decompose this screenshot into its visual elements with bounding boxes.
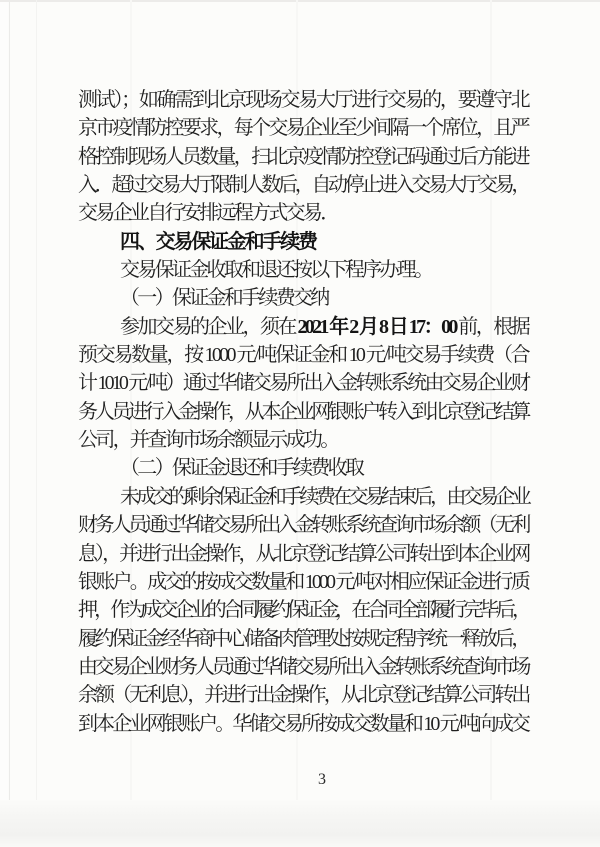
body-line: 息），并进行出金操作，从北京登记结算公司转出到本企业网 [78, 542, 528, 565]
section-heading: 四、交易保证金和手续费 [120, 230, 316, 253]
body-line: 由交易企业财务人员通过华储交易所出入金转账系统查询市场 [78, 655, 528, 678]
body-line: 京市疫情防控要求，每个交易企业至少间隔一个席位，且严 [78, 117, 528, 140]
body-text: 参加交易的企业，须在 [120, 315, 298, 338]
body-line: 入．超过交易大厅限制人数后，自动停止进入交易大厅交易， [78, 174, 528, 197]
scan-artifact [0, 800, 600, 847]
body-line [78, 313, 528, 341]
subsection-heading: （一）保证金和手续费交纳 [120, 287, 328, 310]
body-line: 到本企业网银账户。华储交易所按成交数量和 10 元/吨向成交 [78, 712, 528, 735]
body-line: 交易企业自行安排远程方式交易． [78, 202, 338, 225]
body-line: 务人员进行入金操作，从本企业网银账户转入到北京登记结算 [78, 400, 528, 423]
deadline-date: 2021 年 2 月 8 日 17：00 [297, 315, 456, 338]
page-number: 3 [318, 771, 326, 788]
subsection-heading: （二）保证金退还和手续费收取 [120, 457, 363, 480]
document-body [78, 86, 528, 738]
body-line: 余额（无利息），并进行出金操作，从北京登记结算公司转出 [78, 684, 528, 707]
body-line: 公司，并查询市场余额显示成功。 [78, 429, 338, 452]
body-line: 财务人员通过华储交易所出入金转账系统查询市场余额（无利 [78, 514, 528, 537]
scan-artifact [0, 0, 8, 847]
scan-artifact [36, 0, 37, 847]
body-line: 交易保证金收取和退还按以下程序办理。 [120, 259, 432, 282]
body-line: 押，作为成交企业的合同履约保证金，在合同全部履行完毕后， [78, 599, 528, 622]
scan-artifact [0, 0, 600, 2]
body-line: 履约保证金经华商中心储备肉管理处按规定程序统一释放后， [78, 627, 528, 650]
body-line: 预交易数量，按 1000 元/吨保证金和 10 元/吨交易手续费（合 [78, 344, 528, 367]
body-line: 测试）；如确需到北京现场交易大厅进行交易的，要遵守北 [78, 89, 528, 111]
scan-artifact [9, 0, 10, 847]
body-line: 格控制现场人员数量，扫北京疫情防控登记码通过后方能进 [78, 145, 528, 168]
body-text: 前，根据 [455, 315, 529, 338]
body-line: 银账户。成交的按成交数量和 1000 元/吨对相应保证金进行质 [78, 570, 528, 593]
body-line: 未成交的剩余保证金和手续费在交易结束后，由交易企业 [120, 485, 528, 508]
body-line: 计 1010 元/吨）通过华储交易所出入金转账系统由交易企业财 [78, 372, 528, 395]
